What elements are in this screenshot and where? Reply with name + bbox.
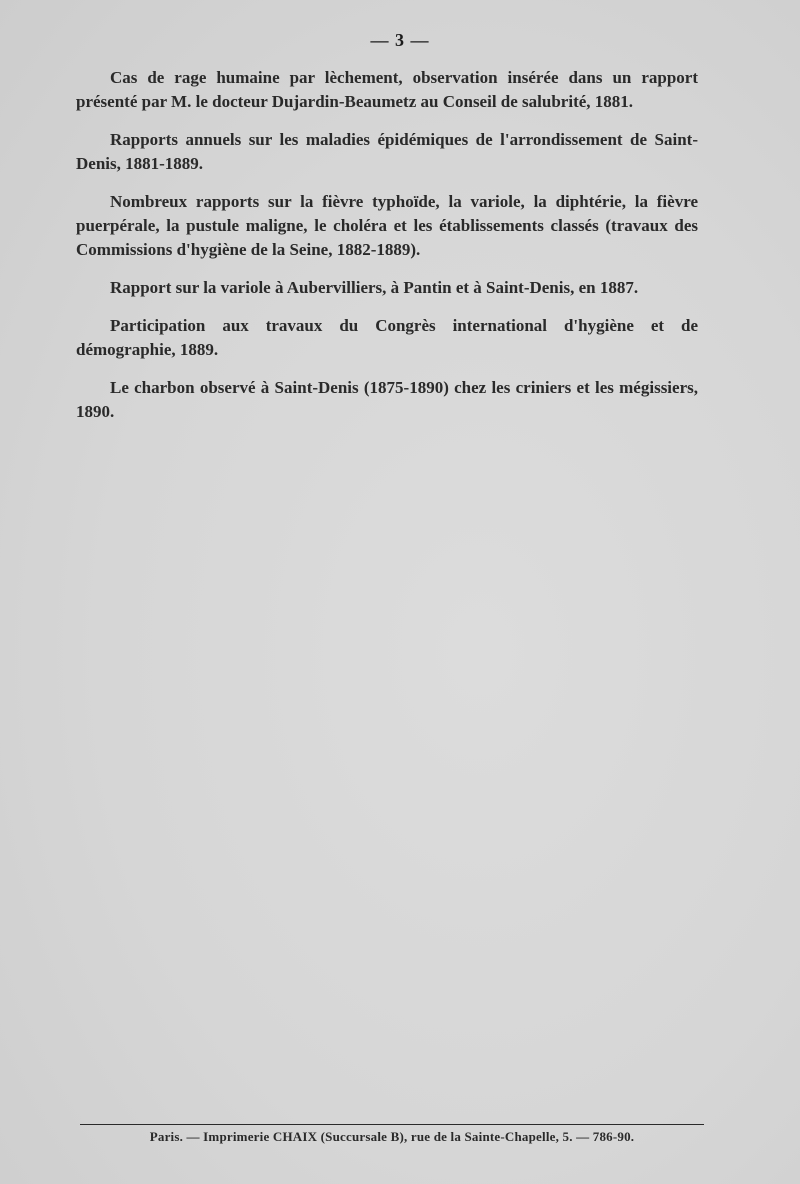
body-text	[76, 66, 698, 438]
paragraph-nombreux-rapports: Nombreux rapports sur la fièvre typhoïde, la variole, la diphtérie, la fièvre puerpérale, la pustule maligne, le choléra et les établissements classés (travaux des Commissions d'hygiène de la Seine, 1882-1889).	[76, 192, 698, 259]
paragraph-rage-humaine: Cas de rage humaine par lèchement, observation insérée dans un rapport présenté par M. le docteur Dujardin-Beaumetz au Conseil de salubrité, 1881.	[76, 68, 698, 111]
footer-divider	[80, 1124, 704, 1125]
paragraph-rapports-annuels: Rapports annuels sur les maladies épidémiques de l'arrondissement de Saint-Denis, 1881-1889.	[76, 130, 698, 173]
printer-imprint: Paris. — Imprimerie CHAIX (Succursale B), rue de la Sainte-Chapelle, 5. — 786-90.	[149, 1129, 635, 1144]
paragraph-charbon: Le charbon observé à Saint-Denis (1875-1890) chez les criniers et les mégissiers, 1890.	[76, 378, 698, 421]
paragraph-variole: Rapport sur la variole à Aubervilliers, à Pantin et à Saint-Denis, en 1887.	[110, 278, 639, 297]
paragraph-congres: Participation aux travaux du Congrès international d'hygiène et de démographie, 1889.	[76, 316, 698, 359]
page-number: — 3 —	[370, 30, 430, 50]
